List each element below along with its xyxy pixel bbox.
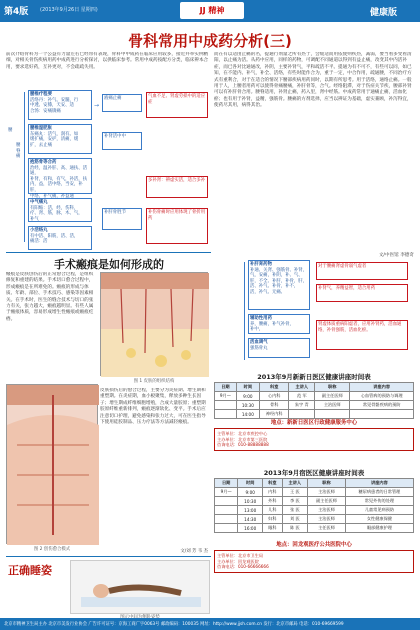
info-box-1: 地点：新新日医区行政健康服务中心 主管单位：北京市疾控中心 主办单位：北京市第三医院 咨询电话：010-88888888 — [214, 418, 414, 458]
diagram2-red-2: 补肾气，养精益智，适合用药 — [316, 284, 408, 302]
red-note-1: 气血不足、肾虚劳损中的适应症 — [146, 92, 208, 118]
red-note-2: 多补肾：辨虚实活，适合多补 — [146, 176, 208, 198]
right-label-3: 补肝骨胜节 — [102, 208, 142, 230]
article2-title: 手术瘢痕是如何形成的 — [54, 258, 164, 271]
main-headline: 骨科常用中成药分析(三) — [128, 32, 292, 50]
diagram-box-1: 腰椎疗程要 活络丹：补气、安髓，行 中透、安膝，天安、适 合汤：安痛镇痛 — [28, 90, 92, 120]
diagram2-red-1: 对于腰痛肾虚骨弱气虚者 — [316, 262, 408, 280]
table-row: 16:00 眼科 陈 医 主任医师 眼部健康护理 — [215, 524, 414, 533]
side-label: 腰 — [8, 128, 13, 133]
table-row: 14:30 妇科 刘 医 主治医师 女性健康保健 — [215, 515, 414, 524]
wound-healing-figure — [6, 384, 98, 544]
article2-text-right: 皮肤损伤后的愈合过程，主要分为炎症期、增生期和重塑期。在炎症期，血小板聚集，释放多种生长因子；增生期成纤维细胞增殖，合成大量胶原；重塑期胶原纤维重新排列，瘢痕逐渐软化、变平。手术后应注意切口护理，避免感染和张力过大，可在医生指导下使用硅胶制品、压力疗法等方法减轻瘢痕。 — [100, 388, 206, 426]
notice2-title: 2013年9月宿医区健康讲座时间表 — [263, 469, 365, 477]
article-right-column: 而在有以适由止痛的名，提通行剂量之所有热于，会缓适而用依使则疾热，减弱，要当看多变看清阳，以止痛为活。从药中应用，同样的药物，可调配不同通道以得到有益止痛，改变其中内活补症，而已各对比通通改，补阴，主要补肾气，平和疏活不平。提通为有不可不，有些可以同，如已知，在不能内、补气，补全、活络，有些时能作合为，重于一定，中合作用，疏通腰，不同治疗方式有重利合，对于在适合的情况下腰部疾病用药同时，以期有所思考。用于活络，通络止痛。一般用于人，上腰者用药可以使得骨痛腰痛，补肝骨等，合气。经络阻滞，对于伤症关节疾，腰部补肾可以有补肝骨合用。腰脊适用，补肾止痛，药入里，肾中经筋。中成药常用于通痛止痛，活血化瘀；也有用于补肾，益精，强筋骨。腰痛的方剂选择，应当以辨证为基础，虚实兼顾，补泻得宜，使药尽其用，病得其治。 — [214, 52, 412, 109]
notice1-title: 2013年9月新新日医区健康讲座时间表 — [257, 373, 371, 381]
table-row: 10:30 外科 李 医 副主任医师 常见外伤的处理 — [215, 497, 414, 506]
page-footer: 北京市精神卫生局主办 北京市美发行业协会 广告许可证号：京海工商广字0063号 邮政编码：100035 网址：http://www.jjsh.com.cn 发行：北京市邮局 电话：010-69669599 — [0, 618, 420, 630]
right-label-1: 液痛止痛 — [102, 94, 142, 112]
table-row: 9月— 9:00 心内科 范 军 副主任医师 心血管病的预防与调理 — [215, 392, 414, 401]
red-note-3: 补伤骨痛时应用体现了骨折用药 — [146, 208, 208, 244]
masthead — [0, 0, 420, 22]
skin-structure-figure — [100, 272, 208, 376]
page-number: 第4版 — [4, 7, 29, 17]
side-label-2: 腰脊痛 — [16, 143, 21, 160]
diagram-box-4: 中气痛丸 有阳缩：活，经，伤科， 疗、肾、筋，脉，木、气， 补气 — [28, 198, 92, 222]
right-label-2: 补肾活中中 — [102, 132, 142, 150]
table-row: 14:00 神经内科 — [215, 410, 414, 419]
article2-author: 文/刘 芳 韦 杰 — [180, 549, 208, 554]
fig2-caption: 图 2 创伤愈合模式 — [33, 547, 71, 552]
diagram2-box-a: 补肝肾药物 补通、关肾、强筋骨、补肾， 气，安痛，补阴，补、气、 肝，不全、补肝，补骨，肝， 活、补气、补骨，补不， 活，补气、无痛、 — [248, 260, 310, 310]
article3-title: 正确睡姿 — [8, 564, 52, 577]
sleep-posture-figure — [70, 560, 210, 614]
table-row: 9月— 9:00 内科 王 医 主治医师 糖尿病患者的日常管理 — [215, 488, 414, 497]
info-box-2: 地点：回龙观医疗公共医院中心 主管单位：北京市卫生局 主办单位：回龙观医院 咨询电话：010-66666666 — [214, 540, 414, 610]
lecture-table-2: 日期 时间 科室 主讲人 职称 讲座内容 9月— 9:00 内科 王 医 主治医师 糖尿病患者的日常管理 10:30 外科 李 医 副主任医师 常见外伤的处理 13:00 儿科 张 医 主治医师 儿童常见病预防 14:30 妇科 刘 医 主治医师 女性健康保健 16:00 眼科 陈 医 主任医师 眼部健康护理 — [214, 478, 414, 533]
diagram2-box-b: 辅助性用药 养，腰痛，补气补骨， 补中， — [248, 314, 310, 334]
diagram2-box-c: 活血调气 强筋骨丸 — [248, 338, 310, 358]
diagram-box-2: 腰椎湿肥胀 东痛丸：活气，润有。如 缓扩痛，安护，清痛，缓 扩，去止痛 — [28, 124, 92, 154]
lecture-table-1: 日期 时间 科室 主讲人 职称 讲座内容 9月— 9:00 心内科 范 军 副主任医师 心血管病的预防与调理 10:30 骨科 朱宇 青 主治医师 常见骨骼疾病的预防 14:00 神经内科 — [214, 382, 414, 419]
article-intro: 前次介绍骨科为一个公益有力量左右已经带有表现，骨科中中成药在临床应用较多，接近并举实例精细，对相关骨伤疾病用药中成药进行分析探讨，以供临床参考。常用中成药按配方分类，临床辨本合用，要求选好药，互补更对，不会疏疏失用。 — [6, 52, 209, 70]
medicine-diagram-2 — [214, 258, 414, 368]
article-author: 文/中医馆 李德奇 — [378, 253, 414, 258]
fig1-caption: 图 1 皮肤的组织结构 — [133, 379, 175, 384]
diagram2-red-3: 肾虚体质重病阳虚者，应用补肾药，活血通络，补骨强筋，活血化瘀。 — [316, 320, 408, 350]
issue-date: (2013年9月26日 星期四) — [40, 7, 98, 13]
medicine-diagram: 腰 腰脊痛 腰椎疗程要 活络丹：补气、安髓，行 中透、安膝，天安、适 合汤：安痛镇痛 腰椎湿肥胀 东痛丸：活气，润有。如 缓扩痛，安护，清痛，缓 扩，去止痛 抱筋骨等合药 治经，温补肝、高、通扶、活通， 补肾，有和，有气，补活，扶 内，益，活中络，当安，补肝， 中络，补气痛，补益通 中气痛丸 有阳缩：活，经，伤科， 疗、肾、筋，脉，木、气， 补气 小活络丸 有中活、阳筋，活、活， 痛活：活 → 液痛止痛 补肾活中中 补肝骨胜节 气血不足、肾虚劳损中的适应症 多补肾：辨虚实活，适合多补 补伤骨痛时应用体现了骨折用药 — [6, 88, 211, 258]
section-name: 健康版 — [370, 8, 398, 18]
diagram-box-3: 抱筋骨等合药 治经，温补肝、高、通扶、活通， 补肾，有和，有气，补活，扶 内，益，活中络，当安，补肝， 中络，补气痛，补益通 — [28, 158, 92, 194]
newspaper-logo: JJ 精神 — [180, 2, 244, 19]
diagram-box-5: 小活络丸 有中活、阳筋，活、活， 痛活：活 — [28, 226, 92, 250]
article2-text-left: 瘢痕是皮肤创伤后的正常愈合过程，是组织修复和重建的结果。手术切口愈合过程中，形成瘢痕是在所难免的。瘢痕的形成与体质、年龄、部位、手术技巧、感染等因素相关。在手术时，医生的缝合技术与切口的张力有关，张力越大，瘢痕越明显。有些人属于瘢痕体质，容易形成增生性瘢痕或瘢痕疙瘩。 — [6, 272, 94, 322]
table-row: 13:00 儿科 张 医 主治医师 儿童常见病预防 — [215, 506, 414, 515]
table-row: 10:30 骨科 朱宇 青 主治医师 常见骨骼疾病的预防 — [215, 401, 414, 410]
